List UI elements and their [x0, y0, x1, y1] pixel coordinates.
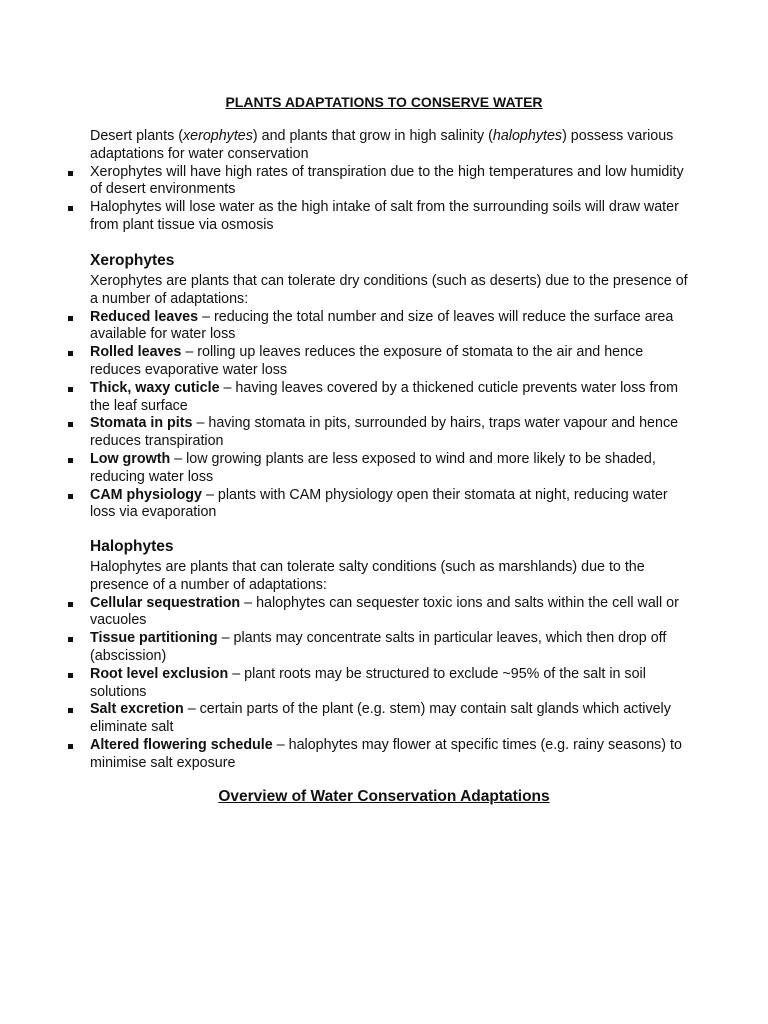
- square-bullet-icon: [68, 494, 73, 499]
- halophyte-adaptation-item: [90, 595, 690, 631]
- adaptation-description: – plants with CAM physiology open their stomata at night, reducing water loss via evaporation: [90, 486, 668, 521]
- xerophytes-adaptation-list: [90, 309, 690, 523]
- square-bullet-icon: [68, 422, 73, 427]
- xerophyte-adaptation-item: [90, 344, 690, 380]
- adaptation-description: – low growing plants are less exposed to wind and more likely to be shaded, reducing water loss: [90, 450, 656, 485]
- intro-section: [90, 128, 690, 235]
- intro-bullet-text: Halophytes will lose water as the high intake of salt from the surrounding soils will draw water from plant tissue via osmosis: [90, 199, 679, 233]
- square-bullet-icon: [68, 387, 73, 392]
- square-bullet-icon: [68, 708, 73, 713]
- intro-term-xerophytes: xerophytes: [182, 128, 253, 144]
- square-bullet-icon: [68, 351, 73, 356]
- adaptation-description: – rolling up leaves reduces the exposure of stomata to the air and hence reduces evaporative water loss: [90, 344, 644, 378]
- adaptation-term: Low growth: [90, 450, 171, 467]
- xerophytes-section: [90, 251, 690, 522]
- adaptation-term: Salt excretion: [90, 701, 184, 718]
- intro-text-part1: Desert plants (: [90, 128, 183, 144]
- square-bullet-icon: [68, 602, 73, 607]
- adaptation-term: Cellular sequestration: [90, 594, 241, 611]
- halophytes-description: Halophytes are plants that can tolerate salty conditions (such as marshlands) due to the presence of a number of adaptations:: [90, 559, 645, 593]
- adaptation-description: – plants may concentrate salts in particular leaves, which then drop off (abscission): [90, 630, 667, 664]
- intro-bullet-text: Xerophytes will have high rates of transpiration due to the high temperatures and low humidity of desert environments: [90, 163, 684, 198]
- adaptation-term: Stomata in pits: [90, 415, 193, 432]
- adaptation-term: Tissue partitioning: [90, 630, 218, 647]
- adaptation-description: – having stomata in pits, surrounded by hairs, traps water vapour and hence reduces transpiration: [90, 415, 679, 450]
- adaptation-description: – halophytes may flower at specific times (e.g. rainy seasons) to minimise salt exposure: [90, 736, 682, 771]
- intro-bullet-item: [90, 164, 690, 200]
- square-bullet-icon: [68, 316, 73, 321]
- halophyte-adaptation-item: [90, 666, 690, 702]
- intro-term-halophytes: halophytes: [492, 128, 563, 144]
- xerophyte-adaptation-item: [90, 487, 690, 523]
- adaptation-description: – plant roots may be structured to exclude ~95% of the salt in soil solutions: [90, 665, 646, 700]
- adaptation-term: Root level exclusion: [90, 665, 229, 682]
- square-bullet-icon: [68, 171, 73, 176]
- adaptation-term: Thick, waxy cuticle: [90, 379, 220, 396]
- square-bullet-icon: [68, 673, 73, 678]
- xerophyte-adaptation-item: [90, 380, 690, 416]
- xerophytes-heading: Xerophytes: [90, 252, 175, 269]
- xerophyte-adaptation-item: [90, 309, 690, 345]
- intro-bullet-item: [90, 199, 690, 235]
- adaptation-term: Reduced leaves: [90, 308, 199, 325]
- halophyte-adaptation-item: [90, 737, 690, 773]
- adaptation-description: – halophytes can sequester toxic ions and salts within the cell wall or vacuoles: [90, 594, 679, 629]
- halophyte-adaptation-item: [90, 630, 690, 666]
- adaptation-description: – having leaves covered by a thickened cuticle prevents water loss from the leaf surface: [90, 379, 679, 414]
- xerophyte-adaptation-item: [90, 415, 690, 451]
- adaptation-term: Altered flowering schedule: [90, 736, 273, 753]
- adaptation-description: – certain parts of the plant (e.g. stem) may contain salt glands which actively eliminate salt: [90, 701, 671, 736]
- intro-bullet-list: [90, 164, 690, 235]
- square-bullet-icon: [68, 637, 73, 642]
- overview-heading: Overview of Water Conservation Adaptations: [218, 788, 550, 805]
- intro-text-part3: ) possess various adaptations for water conservation: [90, 128, 674, 162]
- intro-text-part2: ) and plants that grow in high salinity (: [252, 128, 493, 144]
- adaptation-term: CAM physiology: [90, 486, 202, 503]
- square-bullet-icon: [68, 744, 73, 749]
- xerophyte-adaptation-item: [90, 451, 690, 487]
- adaptation-description: – reducing the total number and size of leaves will reduce the surface area available for water loss: [90, 308, 674, 343]
- intro-paragraph: [90, 128, 690, 164]
- document-title: PLANTS ADAPTATIONS TO CONSERVE WATER: [225, 94, 543, 110]
- square-bullet-icon: [68, 206, 73, 211]
- adaptation-term: Rolled leaves: [90, 344, 182, 361]
- square-bullet-icon: [68, 458, 73, 463]
- halophyte-adaptation-item: [90, 701, 690, 737]
- halophytes-heading: Halophytes: [90, 538, 174, 555]
- xerophytes-description: Xerophytes are plants that can tolerate dry conditions (such as deserts) due to the presence of a number of adaptations:: [90, 273, 688, 307]
- halophytes-section: [90, 537, 690, 773]
- halophytes-adaptation-list: [90, 595, 690, 773]
